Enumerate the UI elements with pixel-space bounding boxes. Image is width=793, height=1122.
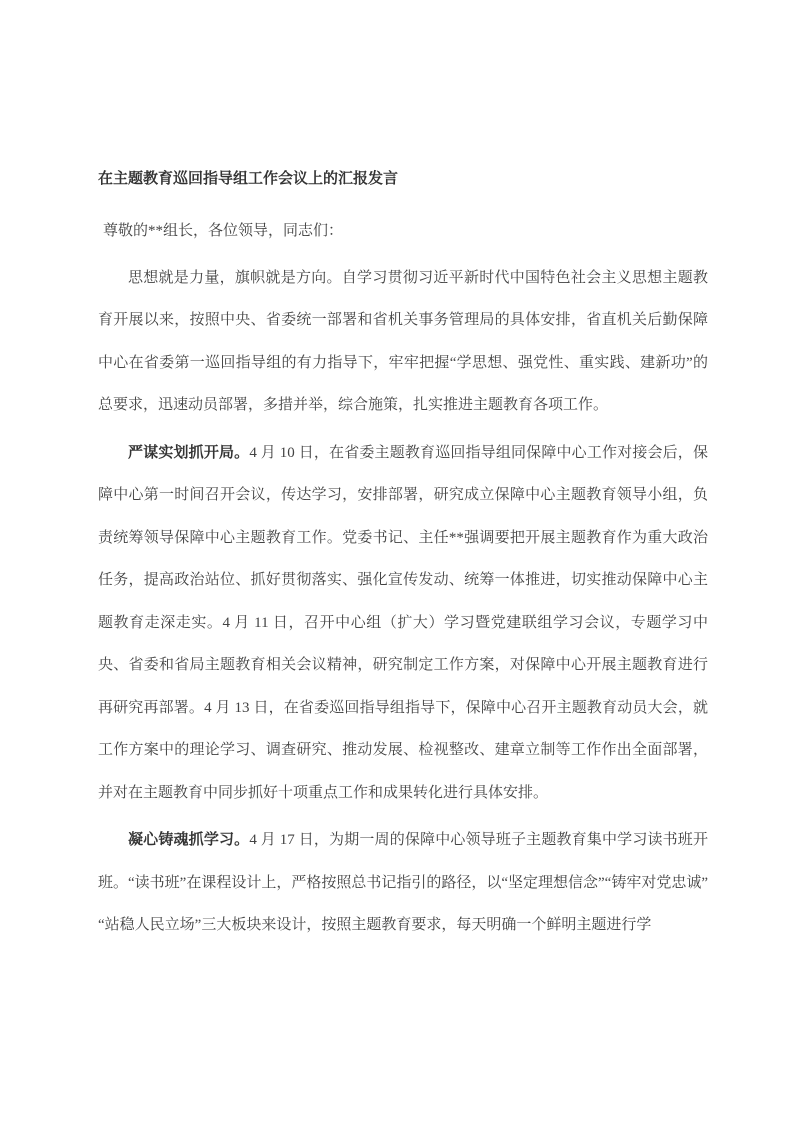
paragraph-intro-text: 思想就是力量，旗帜就是方向。自学习贯彻习近平新时代中国特色社会主义思想主题教育开展以来，按照中央、省委统一部署和省机关事务管理局的具体安排，省直机关后勤保障中心在省委第一巡回指导组的有力指导下，牢牢把握“学思想、强党性、重实践、建新功”的总要求，迅速动员部署，多措并举，综合施策，扎实推进主题教育各项工作。 (98, 269, 708, 413)
paragraph-intro (98, 257, 708, 427)
salutation-line: 尊敬的**组长，各位领导，同志们： (103, 223, 344, 239)
paragraph-planning-text: 4 月 10 日，在省委主题教育巡回指导组同保障中心工作对接会后，保障中心第一时间召开会议，传达学习，安排部署，研究成立保障中心主题教育领导小组，负责统筹领导保障中心主题教育工作。党委书记、主任**强调要把开展主题教育作为重大政治任务，提高政治站位、抓好贯彻落实、强化宣传发动、统筹一体推进，切实推动保障中心主题教育走深走实。4 月 11 日，召开中心组（扩大）学习暨党建联组学习会议，专题学习中央、省委和省局主题教育相关会议精神，研究制定工作方案，对保障中心开展主题教育进行再研究再部署。4 月 13 日，在省委巡回指导组指导下，保障中心召开主题教育动员大会，就工作方案中的理论学习、调查研究、推动发展、检视整改、建章立制等工作作出全面部署，并对在主题教育中同步抓好十项重点工作和成果转化进行具体安排。 (98, 444, 708, 801)
paragraph-study-text: 4 月 17 日，为期一周的保障中心领导班子主题教育集中学习读书班开班。“读书班”在课程设计上，严格按照总书记指引的路径，以“坚定理想信念”“铸牢对党忠诚”“站稳人民立场”三大板块来设计，按照主题教育要求，每天明确一个鲜明主题进行学 (98, 832, 708, 933)
paragraph-study (98, 819, 708, 947)
document-title: 在主题教育巡回指导组工作会议上的汇报发言 (98, 171, 399, 187)
paragraph-planning (98, 432, 708, 815)
paragraph-planning-lead: 严谋实划抓开局。 (128, 444, 250, 461)
paragraph-study-lead: 凝心铸魂抓学习。 (128, 832, 250, 848)
